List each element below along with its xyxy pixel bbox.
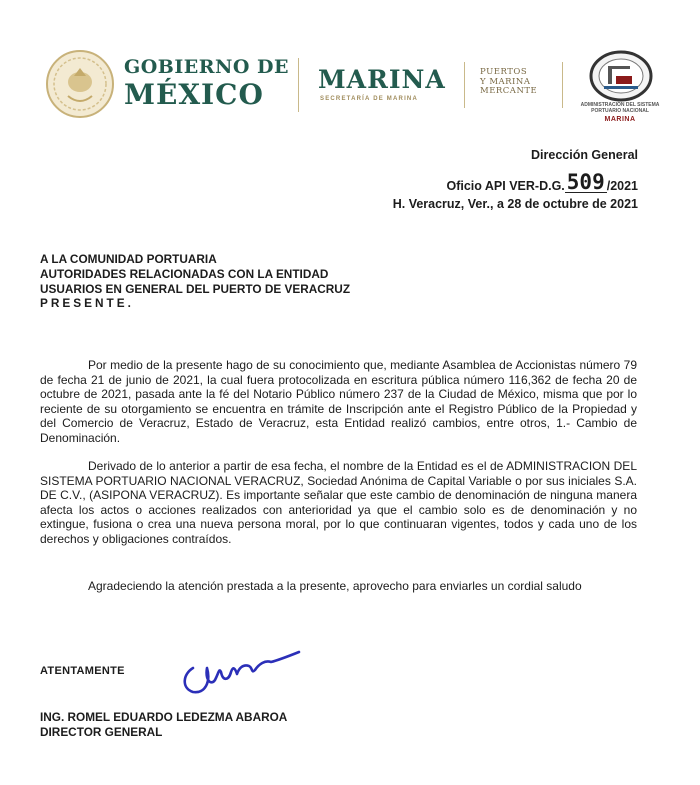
addressee-block (40, 252, 350, 311)
api-port-logo-icon (588, 50, 654, 102)
oficio-number: 509 (566, 170, 605, 194)
header-divider (464, 62, 465, 108)
signer-name: ING. ROMEL EDUARDO LEDEZMA ABAROA (40, 710, 288, 724)
pmm-line: PUERTOS (480, 67, 528, 77)
addressee-line: PRESENTE. (40, 296, 134, 311)
oficio-prefix: Oficio API VER-D.G. (446, 179, 565, 193)
api-caption: ADMINISTRACIÓN DEL SISTEMA PORTUARIO NACIONAL (580, 102, 660, 114)
oficio-suffix: /2021 (606, 179, 638, 193)
body-paragraph (40, 579, 637, 594)
api-marina-label: MARINA (604, 116, 636, 123)
signer-title: DIRECTOR GENERAL (40, 724, 163, 739)
pmm-line: Y MARINA (480, 76, 531, 87)
place-date: H. Veracruz, Ver., a 28 de octubre de 2021 (392, 197, 638, 211)
header-divider (562, 62, 563, 108)
addressee-line: AUTORIDADES RELACIONADAS CON LA ENTIDAD (40, 266, 329, 281)
signer-block (40, 710, 287, 739)
addressee-line: USUARIOS EN GENERAL DEL PUERTO DE VERACRUZ (40, 281, 351, 296)
oficio-reference (446, 172, 638, 193)
paragraph-text: Por medio de la presente hago de su conocimiento que, mediante Asamblea de Accionistas número 79 de fecha 21 de junio de 2021, la cual fuera protocolizada en escritura pública número 116,362 de fecha 20 de octubre de 2021, pasada ante la fé del Notario Público número 237 de la Ciudad de México, misma que por lo reciente de su otorgamiento se encuentra en trámite de Inscripción ante el Registro Público de la Propiedad y del Comercio de Veracruz, Estado de Veracruz, esta Entidad realizó cambios, entre otros, 1.- Cambio de Denominación. (40, 358, 637, 445)
gobierno-title-line1: GOBIERNO DE (124, 56, 289, 78)
national-seal-icon (44, 48, 116, 120)
marina-subtitle: SECRETARÍA DE MARINA (320, 96, 419, 102)
letterhead-logos (40, 44, 670, 124)
handwritten-signature (175, 638, 315, 698)
puertos-marina-mercante-logo (480, 68, 537, 97)
closing-label: ATENTAMENTE (40, 665, 125, 677)
body-paragraph (40, 459, 637, 546)
addressee-line: A LA COMUNIDAD PORTUARIA (40, 252, 217, 266)
header-divider (298, 58, 299, 112)
paragraph-text: Agradeciendo la atención prestada a la presente, aprovecho para enviarles un cordial saludo (88, 579, 582, 593)
body-paragraph (40, 358, 637, 445)
pmm-line: MERCANTE (480, 86, 538, 96)
gobierno-title-line2: MÉXICO (124, 78, 264, 111)
marina-title: MARINA (318, 65, 446, 94)
direction-label: Dirección General (531, 148, 638, 162)
paragraph-text: Derivado de lo anterior a partir de esa fecha, el nombre de la Entidad es el de ADMINISTRACION DEL SISTEMA PORTUARIO NACIONAL VERACRUZ, Sociedad Anónima de Capital Variable o por sus iniciales S.A. DE C.V., (ASIPONA VERACRUZ). Es importante señalar que este cambio de denominación de ninguna manera afecta los actos o acciones realizados con anterioridad ya que el cambio solo es de denominación y no extingue, fusiona o crea una nueva persona moral, por lo que continuaran vigentes, todos y cada uno de los derechos y obligaciones contraídos. (40, 459, 637, 546)
